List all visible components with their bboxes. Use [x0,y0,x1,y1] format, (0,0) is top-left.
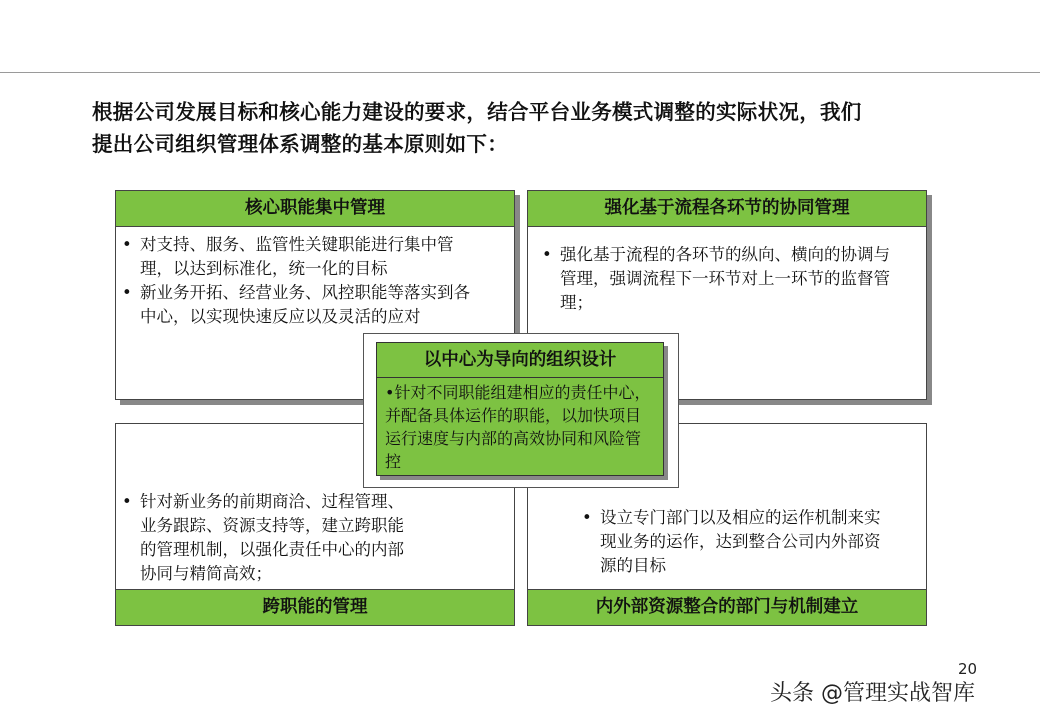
page-number: 20 [958,660,978,678]
center-design-box [363,333,679,488]
quadrant-resource-integration-list [578,506,888,578]
quadrant-cross-function-title: 跨职能的管理 [116,589,514,625]
intro-line-2: 提出公司组织管理体系调整的基本原则如下： [92,132,508,156]
quadrant-process-collaboration-title: 强化基于流程各环节的协同管理 [528,191,926,227]
watermark: 头条 @管理实战智库 [770,681,975,706]
quadrant-resource-integration-title: 内外部资源整合的部门与机制建立 [528,589,926,625]
list-item: • 设立专门部门以及相应的运作机制来实现业务的运作，达到整合公司内外部资源的目标 [578,506,888,578]
quadrant-core-functions-title: 核心职能集中管理 [116,191,514,227]
quadrant-core-functions-list [118,233,486,329]
center-design-body: •针对不同职能组建相应的责任中心，并配备具体运作的职能，以加快项目运行速度与内部的高效协同和风险管控 [385,383,651,471]
list-item: • 对支持、服务、监管性关键职能进行集中管理，以达到标准化，统一化的目标 [118,233,486,281]
intro-text [92,96,992,160]
center-design-panel [376,342,664,476]
center-design-title: 以中心为导向的组织设计 [377,343,663,378]
list-item: • 针对新业务的前期商洽、过程管理、业务跟踪、资源支持等，建立跨职能的管理机制，以强化责任中心的内部协同与精简高效； [118,490,414,586]
header-rule [0,72,1040,73]
intro-line-1: 根据公司发展目标和核心能力建设的要求，结合平台业务模式调整的实际状况，我们 [92,100,862,124]
list-item: • 新业务开拓、经营业务、风控职能等落实到各中心，以实现快速反应以及灵活的应对 [118,281,486,329]
quadrant-cross-function-list [118,490,414,586]
quadrant-process-collaboration-list [538,243,906,315]
list-item: • 强化基于流程的各环节的纵向、横向的协调与管理，强调流程下一环节对上一环节的监督管理； [538,243,906,315]
